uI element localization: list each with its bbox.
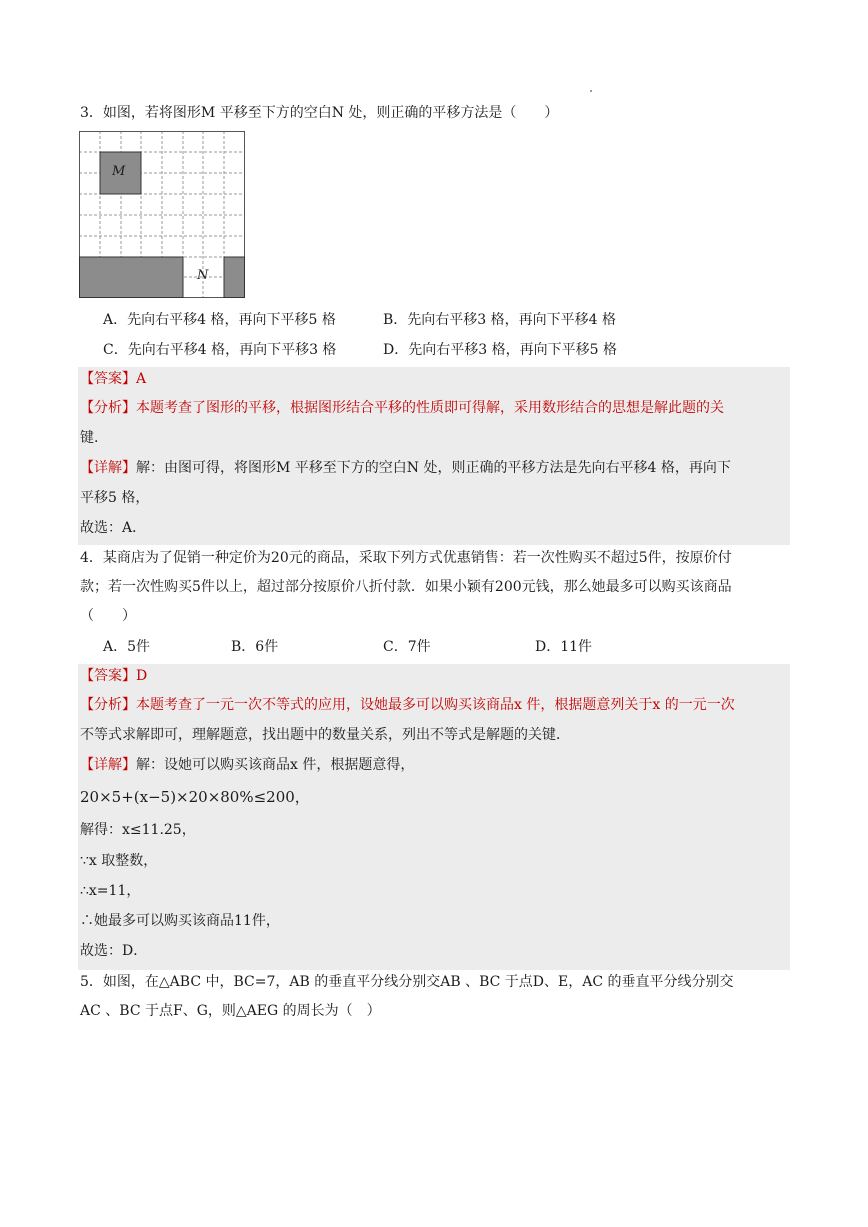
q4-analysis-2: 不等式求解即可，理解题意，找出题中的数量关系，列出不等式是解题的关键． xyxy=(80,727,570,743)
q3-option-b: B．先向右平移3 格，再向下平移4 格 xyxy=(383,312,617,328)
q4-solve: 解得：x≤11.25， xyxy=(80,822,196,838)
q5-stem-2: AC 、BC 于点F、G，则△AEG 的周长为（ ） xyxy=(80,1003,381,1019)
q3-answer: 【答案】A xyxy=(80,371,147,387)
q4-answer: 【答案】D xyxy=(80,668,148,684)
q3-analysis-1: 【分析】本题考查了图形的平移，根据图形结合平移的性质即可得解，采用数形结合的思想是解此题的关 xyxy=(80,400,724,416)
q3-solution-box xyxy=(78,367,790,545)
shape-bottom-left xyxy=(80,257,184,298)
q3-detail-2: 平移5 格， xyxy=(80,490,150,506)
q3-detail-tag: 【详解】 xyxy=(80,460,136,476)
q4-option-c: C．7件 xyxy=(383,639,431,655)
q4-stem-2: 款；若一次性购买5件以上，超过部分按原价八折付款．如果小颖有200元钱，那么她最多可以购买该商品 xyxy=(80,579,732,595)
shape-bottom-right xyxy=(224,257,245,298)
q4-formula: 20×5+(x−5)×20×80%≤200， xyxy=(80,788,310,806)
q3-grid-figure xyxy=(79,131,245,298)
q4-option-b: B．6件 xyxy=(231,639,279,655)
q3-label-m: M xyxy=(112,164,126,179)
q4-stem-3: （ ） xyxy=(80,608,136,624)
q4-detail-text: 解：设她可以购买该商品x 件，根据题意得， xyxy=(136,757,415,773)
q3-option-c: C．先向右平移4 格，再向下平移3 格 xyxy=(103,342,337,358)
q4-because: ∵x 取整数， xyxy=(80,853,158,869)
q5-stem-1: 5．如图，在△ABC 中，BC=7，AB 的垂直平分线分别交AB 、BC 于点D、E，AC 的垂直平分线分别交 xyxy=(80,974,734,990)
page-dot xyxy=(590,90,592,92)
q4-detail-1 xyxy=(80,755,414,775)
q4-choose: 故选：D． xyxy=(80,943,148,959)
q4-analysis-1: 【分析】本题考查了一元一次不等式的应用，设她最多可以购买该商品x 件，根据题意列关于x 的一元一次 xyxy=(80,697,735,713)
q4-option-a: A．5件 xyxy=(103,639,151,655)
q3-analysis-2: 键. xyxy=(80,430,99,446)
q3-detail-text: 解：由图可得，将图形M 平移至下方的空白N 处，则正确的平移方法是先向右平移4 格，再向下 xyxy=(136,460,731,476)
q4-stem-1: 4．某商店为了促销一种定价为20元的商品，采取下列方式优惠销售：若一次性购买不超过5件，按原价付 xyxy=(80,550,732,566)
q3-detail-1 xyxy=(80,458,731,478)
q4-detail-tag: 【详解】 xyxy=(80,757,136,773)
q3-option-a: A．先向右平移4 格，再向下平移5 格 xyxy=(103,312,336,328)
q3-stem: 3．如图，若将图形M 平移至下方的空白N 处，则正确的平移方法是（ ） xyxy=(80,105,559,121)
q4-conclusion: ∴她最多可以购买该商品11件， xyxy=(80,913,280,929)
q3-choose: 故选：A． xyxy=(80,520,147,536)
q4-therefore: ∴x=11， xyxy=(80,883,141,899)
q3-label-n: N xyxy=(197,268,209,283)
q3-option-d: D．先向右平移3 格，再向下平移5 格 xyxy=(383,342,617,358)
q4-option-d: D．11件 xyxy=(535,639,593,655)
